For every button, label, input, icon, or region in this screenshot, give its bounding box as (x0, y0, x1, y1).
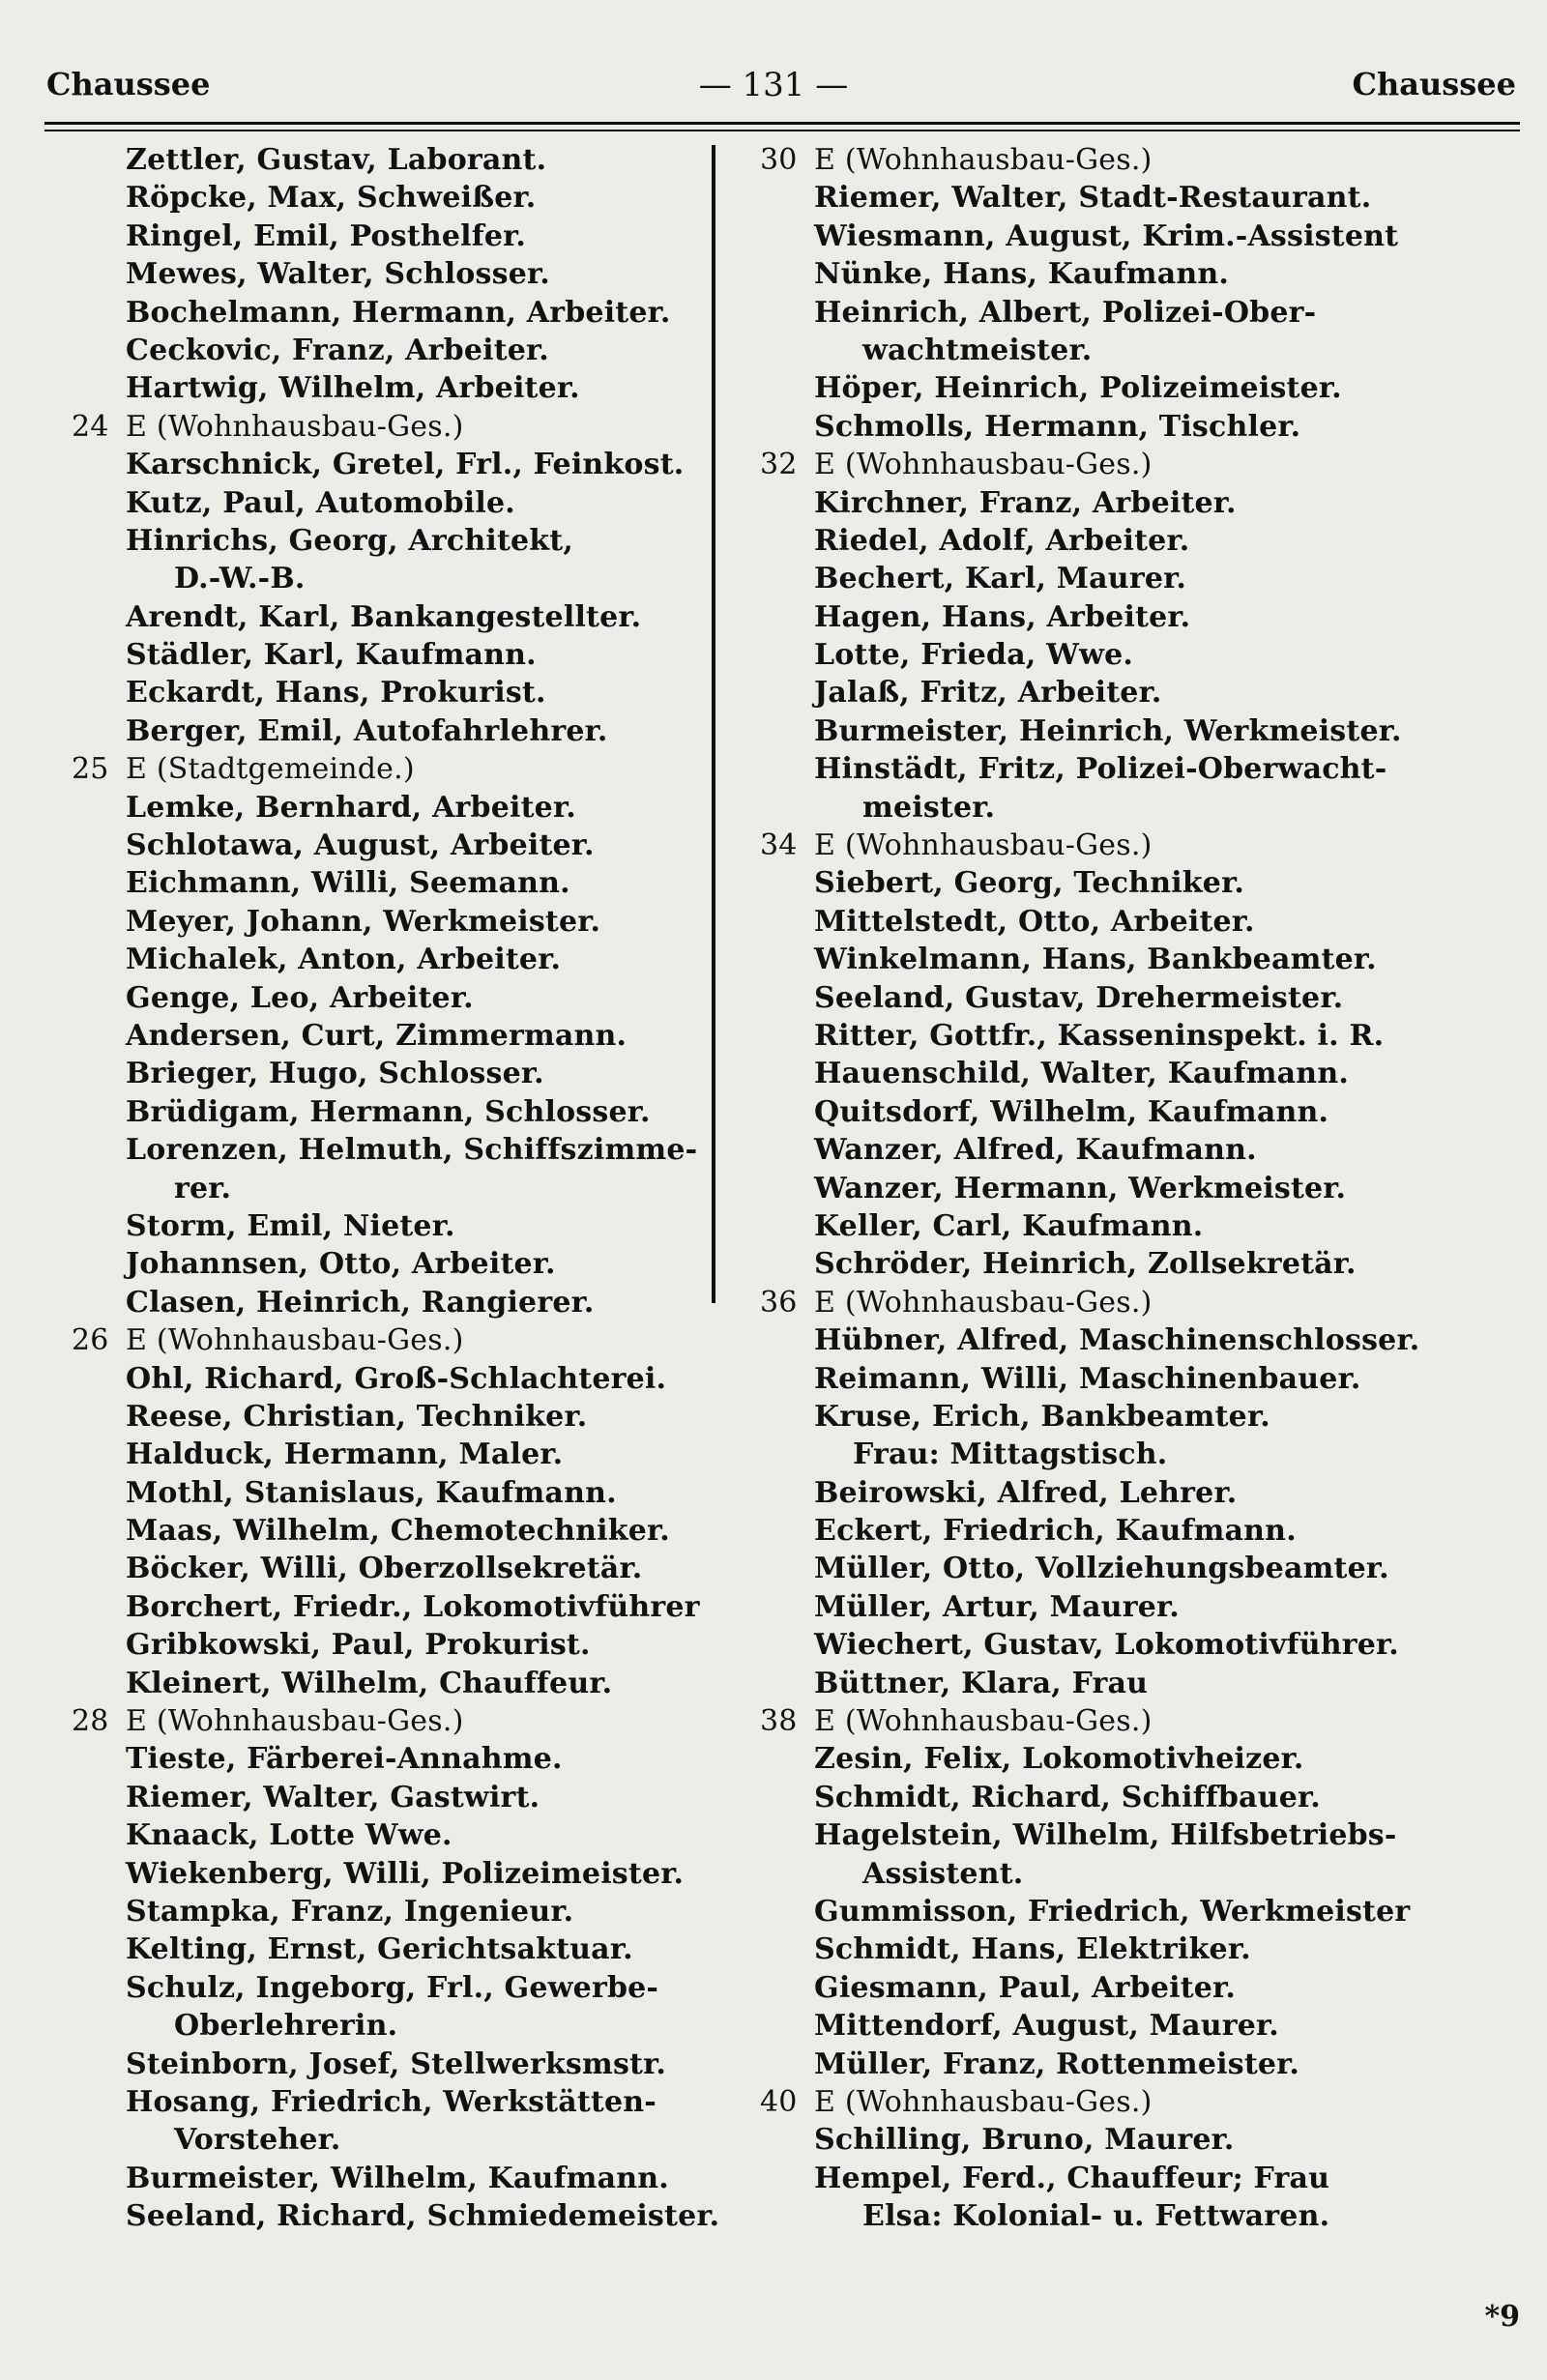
resident-entry (727, 864, 1520, 902)
resident-entry (727, 1207, 1520, 1245)
resident-entry (39, 369, 706, 407)
entry-text: Hauenschild, Walter, Kaufmann. (814, 1057, 1349, 1091)
entry-text: Brüdigam, Hermann, Schlosser. (126, 1094, 651, 1129)
entry-text: Kutz, Paul, Automobile. (126, 485, 515, 520)
entry-text: Brieger, Hugo, Schlosser. (126, 1057, 544, 1091)
entry-text: Eichmann, Willi, Seemann. (126, 866, 570, 901)
entry-text: Kruse, Erich, Bankbeamter. (814, 1399, 1270, 1434)
resident-entry (727, 674, 1520, 711)
resident-entry (39, 1855, 706, 1893)
entry-text: Ritter, Gottfr., Kasseninspekt. i. R. (814, 1018, 1385, 1053)
entry-text: Hempel, Ferd., Chauffeur; Frau (814, 2161, 1330, 2195)
resident-entry (727, 1855, 1520, 1893)
resident-entry (727, 1626, 1520, 1664)
entry-text: Nünke, Hans, Kaufmann. (814, 257, 1230, 292)
resident-entry (727, 1321, 1520, 1359)
resident-entry (39, 255, 706, 293)
entry-text: Lemke, Bernhard, Arbeiter. (126, 790, 576, 825)
entry-text: Mothl, Stanislaus, Kaufmann. (126, 1475, 617, 1510)
entry-text: Meyer, Johann, Werkmeister. (126, 904, 601, 939)
entry-text: Eckardt, Hans, Prokurist. (126, 676, 546, 711)
entry-text: E (Wohnhausbau-Ges.) (814, 1285, 1153, 1320)
entry-text: Keller, Carl, Kaufmann. (814, 1208, 1204, 1243)
resident-entry (727, 2121, 1520, 2159)
entry-text: Beirowski, Alfred, Lehrer. (814, 1475, 1238, 1510)
entry-text: Zettler, Gustav, Laborant. (126, 143, 547, 177)
resident-entry (39, 1930, 706, 1968)
resident-entry (727, 332, 1520, 369)
entry-text: Ceckovic, Franz, Arbeiter. (126, 333, 549, 367)
house-number-entry (727, 1284, 1520, 1321)
resident-entry (727, 750, 1520, 788)
resident-entry (727, 255, 1520, 293)
entry-text: Reese, Christian, Techniker. (126, 1399, 588, 1434)
entry-text: Vorsteher. (174, 2123, 341, 2158)
entry-text: Halduck, Hermann, Maler. (126, 1437, 564, 1472)
resident-entry (39, 484, 706, 522)
entry-text: Schilling, Bruno, Maurer. (814, 2123, 1235, 2158)
entry-text: Karschnick, Gretel, Frl., Feinkost. (126, 448, 685, 482)
entry-text: Eckert, Friedrich, Kaufmann. (814, 1514, 1297, 1549)
entry-text: Heinrich, Albert, Polizei-Ober- (814, 295, 1317, 330)
entry-text: Schlotawa, August, Arbeiter. (126, 828, 595, 863)
resident-entry (39, 789, 706, 827)
entry-text: Schmidt, Richard, Schiffbauer. (814, 1780, 1321, 1814)
resident-entry (39, 827, 706, 864)
entry-text: Seeland, Richard, Schmiedemeister. (126, 2199, 720, 2234)
resident-entry (39, 1284, 706, 1321)
entry-text: Andersen, Curt, Zimmermann. (126, 1018, 628, 1053)
entry-text: Wiesmann, August, Krim.-Assistent (814, 218, 1399, 253)
resident-entry (39, 2197, 720, 2235)
entry-text: Bechert, Karl, Maurer. (814, 562, 1187, 596)
entry-text: Gribkowski, Paul, Prokurist. (126, 1628, 591, 1663)
resident-entry (727, 2197, 1520, 2235)
entry-text: Burmeister, Heinrich, Werkmeister. (814, 713, 1402, 748)
entry-text: Mittelstedt, Otto, Arbeiter. (814, 904, 1255, 939)
resident-entry (39, 1093, 706, 1131)
entry-text: Arendt, Karl, Bankangestellter. (126, 599, 642, 634)
house-number: 24 (72, 409, 109, 444)
entry-text: Storm, Emil, Nieter. (126, 1208, 455, 1243)
entry-text: Müller, Artur, Maurer. (814, 1589, 1180, 1624)
house-number-entry (39, 408, 706, 446)
resident-entry (727, 369, 1520, 407)
entry-text: Schmidt, Hans, Elektriker. (814, 1932, 1251, 1967)
house-number: 26 (72, 1323, 109, 1358)
house-number-entry (727, 1702, 1520, 1740)
resident-entry (39, 1740, 706, 1778)
resident-entry (727, 636, 1520, 674)
entry-text: Riemer, Walter, Gastwirt. (126, 1780, 540, 1814)
entry-text: E (Wohnhausbau-Ges.) (126, 1323, 464, 1358)
resident-entry (727, 408, 1520, 446)
left-column (39, 141, 720, 2235)
resident-entry (39, 1131, 706, 1169)
resident-entry (39, 560, 706, 597)
entry-text: Hagen, Hans, Arbeiter. (814, 599, 1191, 634)
resident-entry (727, 941, 1520, 978)
entry-text: Wanzer, Alfred, Kaufmann. (814, 1133, 1257, 1168)
entry-text: Zesin, Felix, Lokomotivheizer. (814, 1742, 1304, 1777)
resident-entry (727, 1930, 1520, 1968)
resident-entry (39, 598, 706, 636)
house-number-entry (727, 446, 1520, 483)
resident-entry (727, 218, 1520, 255)
entry-text: Wanzer, Hermann, Werkmeister. (814, 1171, 1347, 1205)
entry-text: Quitsdorf, Wilhelm, Kaufmann. (814, 1094, 1329, 1129)
entry-text: Hinstädt, Fritz, Polizei-Oberwacht- (814, 752, 1387, 787)
house-number: 40 (760, 2084, 798, 2119)
entry-text: Ringel, Emil, Posthelfer. (126, 218, 527, 253)
resident-entry (727, 712, 1520, 750)
running-header-right: Chaussee (1352, 66, 1516, 102)
entry-text: Mittendorf, August, Maurer. (814, 2009, 1279, 2044)
entry-text: Berger, Emil, Autofahrlehrer. (126, 713, 608, 748)
entry-text: Kirchner, Franz, Arbeiter. (814, 485, 1237, 520)
resident-entry (727, 1474, 1520, 1512)
entry-text: Elsa: Kolonial- u. Fettwaren. (862, 2199, 1330, 2234)
resident-entry (727, 1665, 1520, 1702)
entry-text: Winkelmann, Hans, Bankbeamter. (814, 943, 1377, 977)
resident-entry (727, 1436, 1520, 1473)
entry-text: E (Stadtgemeinde.) (126, 752, 415, 787)
resident-entry (39, 1969, 706, 2007)
entry-text: Hagelstein, Wilhelm, Hilfsbetriebs- (814, 1818, 1397, 1853)
resident-entry (39, 446, 706, 483)
resident-entry (39, 1398, 706, 1436)
resident-entry (39, 1170, 706, 1207)
resident-entry (727, 1512, 1520, 1550)
resident-entry (727, 1588, 1520, 1626)
entry-text: Höper, Heinrich, Polizeimeister. (814, 371, 1342, 406)
column-divider (712, 145, 715, 1303)
resident-entry (727, 179, 1520, 217)
entry-text: Röpcke, Max, Schweißer. (126, 181, 537, 216)
resident-entry (39, 218, 706, 255)
entry-text: Johannsen, Otto, Arbeiter. (126, 1247, 556, 1282)
entry-text: Müller, Franz, Rottenmeister. (814, 2046, 1300, 2081)
resident-entry (727, 979, 1520, 1017)
entry-text: Schulz, Ingeborg, Frl., Gewerbe- (126, 1970, 659, 2005)
house-number: 30 (760, 143, 798, 177)
entry-text: Hinrichs, Georg, Architekt, (126, 523, 573, 558)
entry-text: Bochelmann, Hermann, Arbeiter. (126, 295, 671, 330)
entry-text: Lorenzen, Helmuth, Schiffszimme- (126, 1133, 698, 1168)
signature-mark: *9 (1484, 2300, 1520, 2334)
resident-entry (727, 1360, 1520, 1398)
resident-entry (39, 1626, 706, 1664)
entry-text: Michalek, Anton, Arbeiter. (126, 943, 562, 977)
resident-entry (39, 941, 706, 978)
resident-entry (39, 1436, 706, 1473)
entry-text: Oberlehrerin. (174, 2009, 398, 2044)
entry-text: D.-W.-B. (174, 562, 306, 596)
resident-entry (39, 1893, 706, 1930)
house-number: 25 (72, 752, 109, 787)
resident-entry (39, 903, 706, 941)
house-number: 36 (760, 1285, 798, 1320)
entry-text: Hosang, Friedrich, Werkstätten- (126, 2084, 657, 2119)
resident-entry (39, 2121, 706, 2159)
resident-entry (727, 1093, 1520, 1131)
resident-entry (727, 1893, 1520, 1930)
house-number-entry (727, 827, 1520, 864)
resident-entry (39, 1474, 706, 1512)
house-number-entry (727, 141, 1520, 179)
house-number-entry (39, 1702, 706, 1740)
resident-entry (39, 636, 706, 674)
entry-text: E (Wohnhausbau-Ges.) (814, 143, 1153, 177)
entry-text: Assistent. (862, 1856, 1024, 1891)
resident-entry (727, 1969, 1520, 2007)
house-number: 32 (760, 448, 798, 482)
resident-entry (39, 522, 706, 560)
entry-text: Kelting, Ernst, Gerichtsaktuar. (126, 1932, 633, 1967)
entry-text: E (Wohnhausbau-Ges.) (814, 1704, 1153, 1739)
entry-text: Riedel, Adolf, Arbeiter. (814, 523, 1190, 558)
resident-entry (39, 1360, 706, 1398)
entry-text: Schmolls, Hermann, Tischler. (814, 409, 1301, 444)
entry-text: E (Wohnhausbau-Ges.) (814, 2084, 1153, 2119)
resident-entry (39, 1055, 706, 1092)
entry-text: wachtmeister. (862, 333, 1093, 367)
entry-text: Jalaß, Fritz, Arbeiter. (814, 676, 1162, 711)
entry-text: Reimann, Willi, Maschinenbauer. (814, 1361, 1361, 1396)
resident-entry (727, 2007, 1520, 2045)
resident-entry (727, 903, 1520, 941)
resident-entry (39, 1245, 706, 1283)
resident-entry (727, 1740, 1520, 1778)
entry-text: Hübner, Alfred, Maschinenschlosser. (814, 1323, 1420, 1358)
entry-text: Städler, Karl, Kaufmann. (126, 638, 537, 673)
resident-entry (727, 1055, 1520, 1092)
entry-text: Knaack, Lotte Wwe. (126, 1818, 452, 1853)
entry-text: Riemer, Walter, Stadt-Restaurant. (814, 181, 1372, 216)
house-number: 34 (760, 828, 798, 863)
entry-text: Giesmann, Paul, Arbeiter. (814, 1970, 1236, 2005)
resident-entry (39, 2083, 706, 2121)
running-header-left: Chaussee (46, 66, 211, 102)
entry-text: Büttner, Klara, Frau (814, 1666, 1149, 1700)
entry-text: Borchert, Friedr., Lokomotivführer (126, 1589, 700, 1624)
entry-text: E (Wohnhausbau-Ges.) (126, 409, 464, 444)
entry-text: Maas, Wilhelm, Chemotechniker. (126, 1514, 670, 1549)
entry-text: Steinborn, Josef, Stellwerksmstr. (126, 2046, 667, 2081)
resident-entry (39, 1665, 706, 1702)
resident-entry (727, 2160, 1520, 2197)
entry-text: E (Wohnhausbau-Ges.) (814, 828, 1153, 863)
resident-entry (39, 979, 706, 1017)
page-number: — 131 — (698, 66, 849, 104)
entry-text: Mewes, Walter, Schlosser. (126, 257, 550, 292)
resident-entry (39, 1017, 706, 1055)
resident-entry (727, 1131, 1520, 1169)
resident-entry (727, 1017, 1520, 1055)
entry-text: Lotte, Frieda, Wwe. (814, 638, 1134, 673)
resident-entry (727, 560, 1520, 597)
entry-text: Tieste, Färberei-Annahme. (126, 1742, 563, 1777)
entry-text: Clasen, Heinrich, Rangierer. (126, 1285, 595, 1320)
resident-entry (39, 712, 706, 750)
resident-entry (39, 1550, 706, 1587)
entry-text: Müller, Otto, Vollziehungsbeamter. (814, 1552, 1389, 1586)
entry-text: meister. (862, 790, 996, 825)
house-number: 28 (72, 1704, 109, 1739)
entry-text: Frau: Mittagstisch. (853, 1437, 1168, 1472)
resident-entry (39, 141, 706, 179)
resident-entry (39, 179, 706, 217)
house-number-entry (39, 1321, 706, 1359)
entry-text: E (Wohnhausbau-Ges.) (126, 1704, 464, 1739)
resident-entry (39, 1779, 706, 1816)
resident-entry (39, 1207, 706, 1245)
resident-entry (39, 1588, 706, 1626)
resident-entry (39, 864, 706, 902)
entry-text: Schröder, Heinrich, Zollsekretär. (814, 1247, 1357, 1282)
resident-entry (39, 332, 706, 369)
resident-entry (39, 2046, 706, 2083)
resident-entry (39, 1512, 706, 1550)
header-rule-thin (44, 130, 1520, 131)
resident-entry (727, 484, 1520, 522)
resident-entry (727, 1779, 1520, 1816)
resident-entry (39, 2160, 706, 2197)
entry-text: Siebert, Georg, Techniker. (814, 866, 1244, 901)
resident-entry (727, 1170, 1520, 1207)
entry-text: E (Wohnhausbau-Ges.) (814, 448, 1153, 482)
resident-entry (727, 598, 1520, 636)
entry-text: Wiechert, Gustav, Lokomotivführer. (814, 1628, 1399, 1663)
header-rule (44, 122, 1520, 125)
resident-entry (727, 1398, 1520, 1436)
resident-entry (39, 674, 706, 711)
resident-entry (39, 2007, 706, 2045)
entry-text: Böcker, Willi, Oberzollsekretär. (126, 1552, 643, 1586)
resident-entry (727, 522, 1520, 560)
entry-text: Kleinert, Wilhelm, Chauffeur. (126, 1666, 613, 1700)
entry-text: Genge, Leo, Arbeiter. (126, 980, 474, 1015)
entry-text: Ohl, Richard, Groß-Schlachterei. (126, 1361, 667, 1396)
entry-text: Burmeister, Wilhelm, Kaufmann. (126, 2161, 669, 2195)
entry-text: Seeland, Gustav, Drehermeister. (814, 980, 1344, 1015)
resident-entry (39, 294, 706, 332)
house-number: 38 (760, 1704, 798, 1739)
resident-entry (39, 1816, 706, 1854)
entry-text: Wiekenberg, Willi, Polizeimeister. (126, 1856, 685, 1891)
right-column (727, 141, 1520, 2235)
entry-text: rer. (174, 1171, 232, 1205)
house-number-entry (39, 750, 706, 788)
resident-entry (727, 294, 1520, 332)
house-number-entry (727, 2083, 1520, 2121)
resident-entry (727, 789, 1520, 827)
entry-text: Gummisson, Friedrich, Werkmeister (814, 1894, 1411, 1929)
resident-entry (727, 1245, 1520, 1283)
resident-entry (727, 2046, 1520, 2083)
entry-text: Stampka, Franz, Ingenieur. (126, 1894, 574, 1929)
entry-text: Hartwig, Wilhelm, Arbeiter. (126, 371, 580, 406)
resident-entry (727, 1816, 1520, 1854)
resident-entry (727, 1550, 1520, 1587)
